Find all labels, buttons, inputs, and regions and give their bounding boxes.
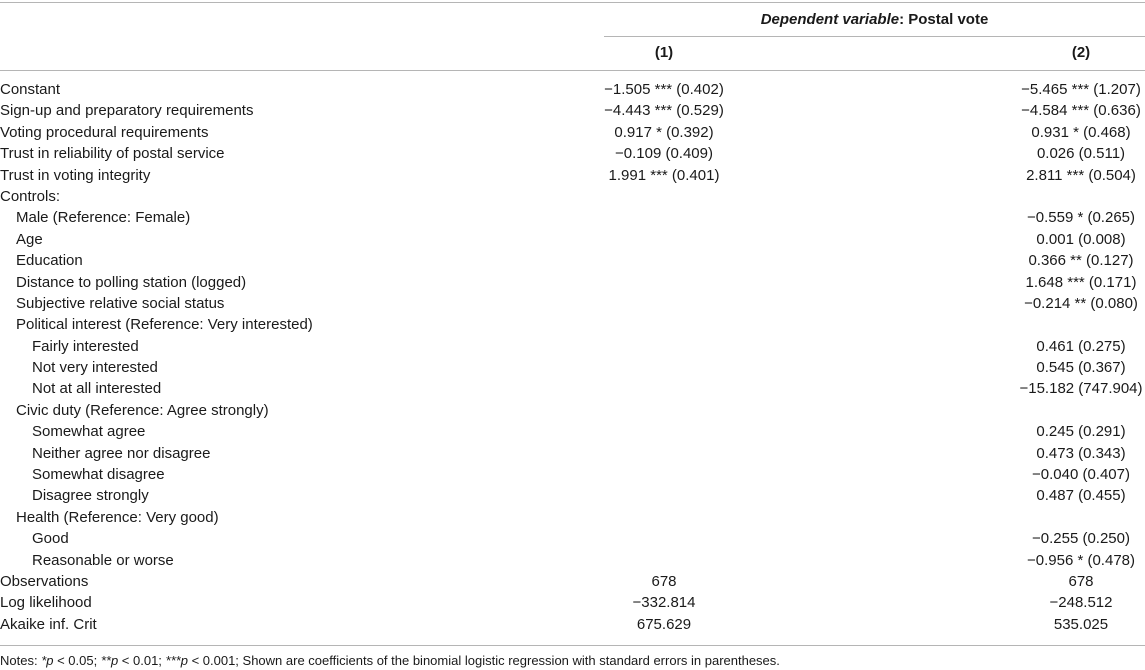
row-label: Controls: — [0, 187, 61, 205]
row-label: Somewhat disagree — [32, 466, 165, 484]
model-2-value: −248.512 — [1049, 594, 1113, 612]
top-rule — [0, 2, 1145, 3]
table-row — [0, 485, 1145, 506]
table-row — [0, 528, 1145, 549]
model-2-value: 0.245 (0.291) — [1036, 423, 1126, 441]
row-label: Civic duty (Reference: Agree strongly) — [16, 401, 269, 419]
table-row — [0, 272, 1145, 293]
table-row — [0, 122, 1145, 143]
model-2-value: 678 — [1068, 572, 1094, 590]
row-label: Log likelihood — [0, 594, 92, 612]
dv-rule — [604, 36, 1145, 37]
row-label: Fairly interested — [32, 337, 139, 355]
table-row — [0, 443, 1145, 464]
model-1-value: −0.109 (0.409) — [615, 145, 713, 163]
model-1-value: 678 — [651, 572, 677, 590]
table-row — [0, 400, 1145, 421]
notes-t2: < 0.01; — [118, 653, 166, 668]
row-label: Health (Reference: Very good) — [16, 508, 219, 526]
table-row — [0, 550, 1145, 571]
model-2-value: 535.025 — [1053, 615, 1109, 633]
model-1-value: 1.991 *** (0.401) — [608, 166, 720, 184]
table-row — [0, 293, 1145, 314]
table-row — [0, 378, 1145, 399]
model-2-value: 0.001 (0.008) — [1036, 230, 1126, 248]
table-row — [0, 507, 1145, 528]
row-label: Neither agree nor disagree — [32, 444, 211, 462]
table-row — [0, 357, 1145, 378]
model-2-value: 0.473 (0.343) — [1036, 444, 1126, 462]
row-label: Distance to polling station (logged) — [16, 273, 247, 291]
model-1-value: −332.814 — [632, 594, 696, 612]
model-2-value: 1.648 *** (0.171) — [1025, 273, 1137, 291]
table-notes — [0, 653, 780, 668]
model-2-value: −0.255 (0.250) — [1032, 530, 1130, 548]
header-rule — [0, 70, 1145, 71]
model-2-value: 0.931 * (0.468) — [1031, 123, 1131, 141]
table-row — [0, 314, 1145, 335]
table-body — [0, 79, 1145, 635]
row-label: Constant — [0, 81, 61, 98]
notes-prefix: Notes: — [0, 653, 42, 668]
bottom-rule — [0, 645, 1145, 646]
notes-p2: p — [110, 653, 119, 668]
row-label: Observations — [0, 572, 89, 590]
notes-p1: p — [46, 653, 54, 668]
notes-t1: < 0.05; — [53, 653, 101, 668]
row-label: Not very interested — [32, 359, 158, 377]
row-label: Subjective relative social status — [16, 294, 225, 312]
table-row — [0, 100, 1145, 121]
table-row — [0, 250, 1145, 271]
notes-t3: < 0.001; Shown are coefficients of the binomial logistic regression with standard errors in parentheses. — [187, 653, 780, 668]
model-2-value: −5.465 *** (1.207) — [1021, 81, 1141, 98]
model-2-value: 0.366 ** (0.127) — [1028, 252, 1134, 270]
model-2-value: −0.956 * (0.478) — [1027, 551, 1135, 569]
model-1-value: −1.505 *** (0.402) — [604, 81, 724, 98]
table-row — [0, 79, 1145, 100]
notes-star3: *** — [165, 653, 181, 668]
table-row — [0, 592, 1145, 613]
notes-star1: * — [41, 653, 47, 668]
table-row — [0, 571, 1145, 592]
table-row — [0, 336, 1145, 357]
model-2-value: −0.214 ** (0.080) — [1024, 294, 1138, 312]
model-2-value: 0.026 (0.511) — [1036, 145, 1126, 163]
column-header-1: (1) — [654, 44, 674, 61]
model-2-value: 0.487 (0.455) — [1036, 487, 1126, 505]
model-2-value: −15.182 (747.904) — [1019, 380, 1143, 398]
row-label: Voting procedural requirements — [0, 123, 209, 141]
row-label: Education — [16, 252, 83, 270]
row-label: Akaike inf. Crit — [0, 615, 97, 633]
notes-star2: ** — [100, 653, 111, 668]
table-row — [0, 186, 1145, 207]
row-label: Age — [16, 230, 43, 248]
table-row — [0, 614, 1145, 635]
row-label: Trust in reliability of postal service — [0, 145, 225, 163]
table-row — [0, 464, 1145, 485]
model-2-value: 0.545 (0.367) — [1036, 359, 1126, 377]
model-2-value: 2.811 *** (0.504) — [1026, 166, 1136, 184]
table-row — [0, 229, 1145, 250]
dependent-variable-header — [604, 11, 1145, 28]
row-label: Political interest (Reference: Very interested) — [16, 316, 313, 334]
row-label: Trust in voting integrity — [0, 166, 151, 184]
column-header-2: (2) — [1071, 44, 1091, 61]
model-2-value: 0.461 (0.275) — [1036, 337, 1126, 355]
notes-p3: p — [180, 653, 188, 668]
model-1-value: 0.917 * (0.392) — [614, 123, 714, 141]
model-2-value: −0.040 (0.407) — [1032, 466, 1130, 484]
model-1-value: −4.443 *** (0.529) — [604, 102, 724, 120]
dv-name: : Postal vote — [899, 11, 989, 28]
table-row — [0, 143, 1145, 164]
row-label: Good — [32, 530, 69, 548]
row-label: Male (Reference: Female) — [16, 209, 191, 227]
row-label: Not at all interested — [32, 380, 162, 398]
model-2-value: −4.584 *** (0.636) — [1021, 102, 1141, 120]
row-label: Sign-up and preparatory requirements — [0, 102, 254, 120]
row-label: Disagree strongly — [32, 487, 149, 505]
table-row — [0, 165, 1145, 186]
row-label: Somewhat agree — [32, 423, 146, 441]
model-2-value: −0.559 * (0.265) — [1027, 209, 1135, 227]
model-1-value: 675.629 — [636, 615, 692, 633]
table-row — [0, 421, 1145, 442]
row-label: Reasonable or worse — [32, 551, 174, 569]
table-row — [0, 207, 1145, 228]
dv-italic-label: Dependent variable — [760, 11, 900, 28]
